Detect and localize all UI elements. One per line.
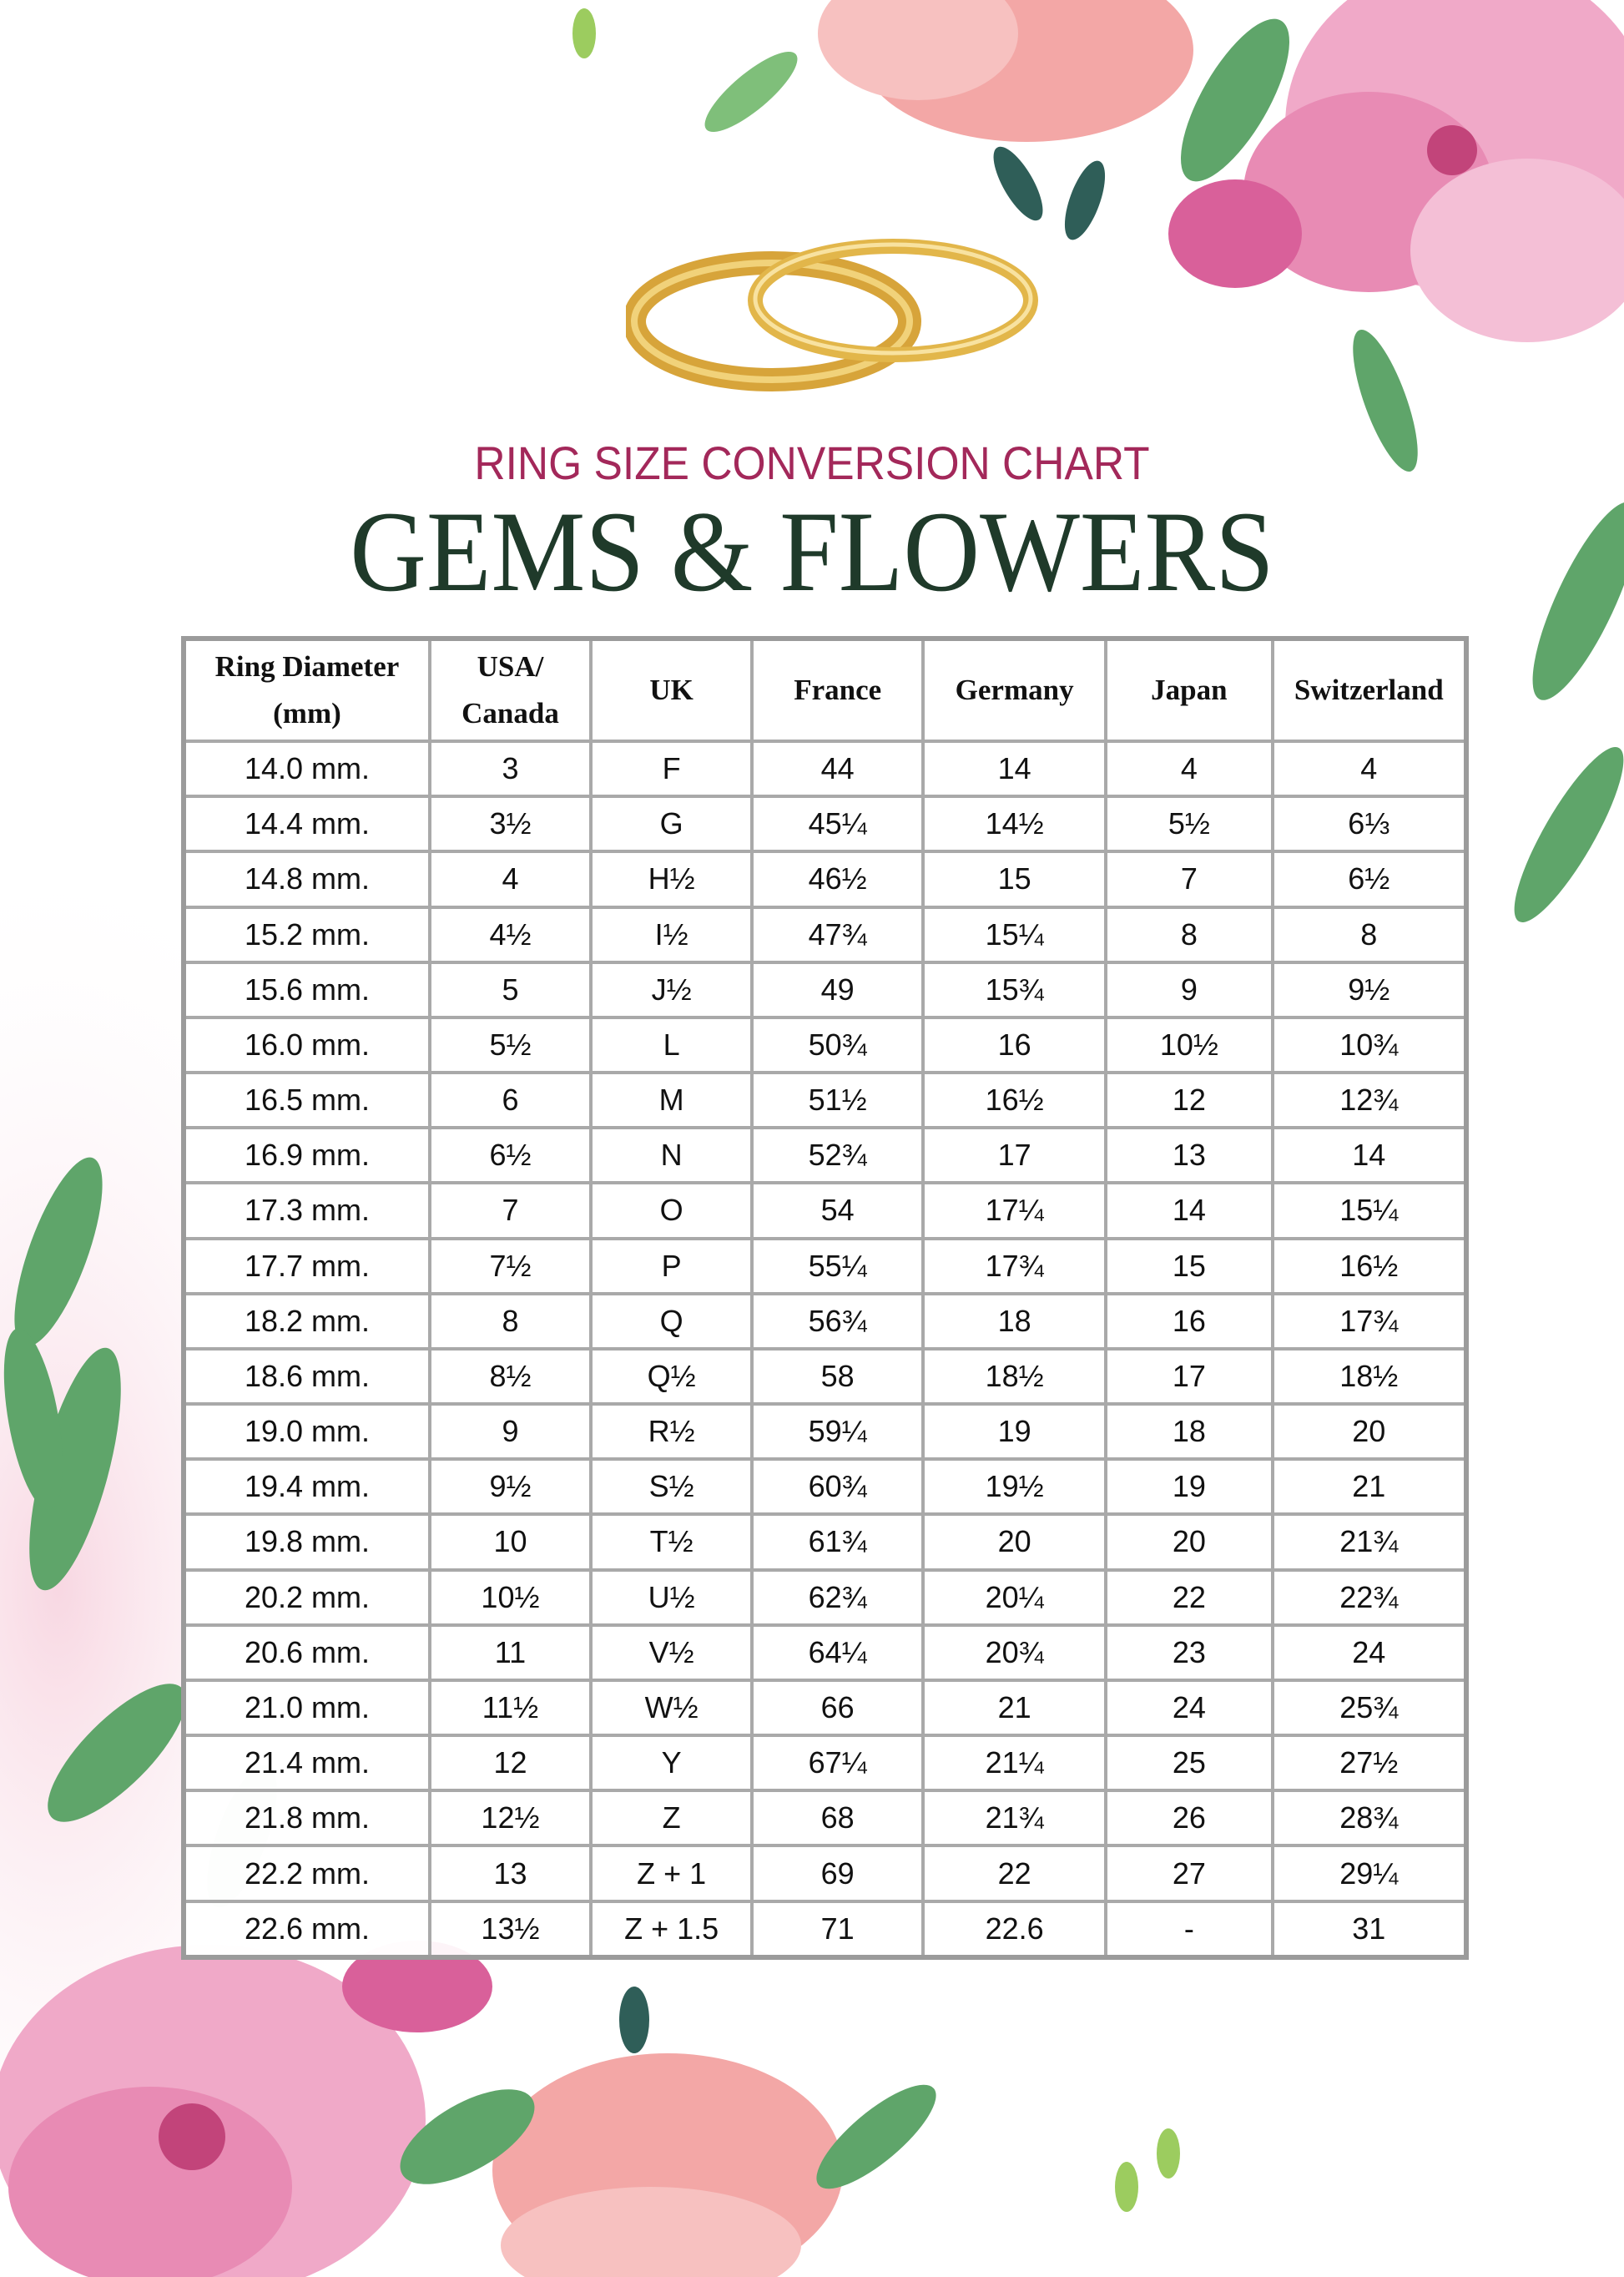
table-cell: 16.0 mm. xyxy=(184,1017,430,1073)
table-cell: 60¾ xyxy=(752,1459,923,1514)
table-row xyxy=(184,1183,1466,1238)
table-cell: 3 xyxy=(430,741,591,796)
table-row xyxy=(184,1239,1466,1294)
table-cell: 4½ xyxy=(430,907,591,962)
table-cell: 22.2 mm. xyxy=(184,1845,430,1901)
table-cell: 11 xyxy=(430,1625,591,1680)
table-cell: 21¾ xyxy=(923,1790,1106,1845)
table-cell: 10½ xyxy=(430,1570,591,1625)
table-body xyxy=(184,741,1466,1957)
table-cell: 19.8 mm. xyxy=(184,1514,430,1569)
table-row xyxy=(184,1459,1466,1514)
brand-title: GEMS & FLOWERS xyxy=(350,487,1274,615)
table-cell: 24 xyxy=(1106,1680,1272,1735)
table-cell: 52¾ xyxy=(752,1128,923,1183)
table-cell: 64¼ xyxy=(752,1625,923,1680)
column-header: Japan xyxy=(1106,639,1272,741)
table-cell: 50¾ xyxy=(752,1017,923,1073)
table-row xyxy=(184,741,1466,796)
column-header: UK xyxy=(591,639,752,741)
column-header: Ring Diameter (mm) xyxy=(184,639,430,741)
table-row xyxy=(184,1735,1466,1790)
table-cell: 20 xyxy=(923,1514,1106,1569)
table-cell: 66 xyxy=(752,1680,923,1735)
table-row xyxy=(184,1073,1466,1128)
table-row xyxy=(184,1790,1466,1845)
table-cell: 20.6 mm. xyxy=(184,1625,430,1680)
table-cell: 18 xyxy=(1106,1404,1272,1459)
table-row xyxy=(184,1625,1466,1680)
table-cell: 18 xyxy=(923,1294,1106,1349)
table-cell: H½ xyxy=(591,851,752,906)
table-cell: 10 xyxy=(430,1514,591,1569)
table-cell: 19 xyxy=(1106,1459,1272,1514)
table-row xyxy=(184,1128,1466,1183)
table-cell: 51½ xyxy=(752,1073,923,1128)
table-cell: 4 xyxy=(1106,741,1272,796)
table-cell: 59¼ xyxy=(752,1404,923,1459)
table-cell: 7 xyxy=(430,1183,591,1238)
table-cell: 8½ xyxy=(430,1349,591,1404)
table-cell: 12 xyxy=(430,1735,591,1790)
table-cell: 15.6 mm. xyxy=(184,962,430,1017)
table-cell: 16.5 mm. xyxy=(184,1073,430,1128)
table-cell: 9½ xyxy=(1273,962,1466,1017)
table-cell: 14 xyxy=(923,741,1106,796)
table-cell: 13 xyxy=(1106,1128,1272,1183)
table-cell: 17 xyxy=(923,1128,1106,1183)
table-cell: 26 xyxy=(1106,1790,1272,1845)
table-row xyxy=(184,1404,1466,1459)
flower-bottom xyxy=(0,1941,1180,2277)
table-cell: Z xyxy=(591,1790,752,1845)
table-cell: 15¼ xyxy=(923,907,1106,962)
table-row xyxy=(184,1680,1466,1735)
table-cell: 14.4 mm. xyxy=(184,796,430,851)
table-cell: 58 xyxy=(752,1349,923,1404)
table-cell: 23 xyxy=(1106,1625,1272,1680)
table-row xyxy=(184,1514,1466,1569)
table-cell: 8 xyxy=(1273,907,1466,962)
table-row xyxy=(184,962,1466,1017)
table-row xyxy=(184,907,1466,962)
table-cell: 21.0 mm. xyxy=(184,1680,430,1735)
table-cell: 27 xyxy=(1106,1845,1272,1901)
table-cell: 16 xyxy=(1106,1294,1272,1349)
table-cell: 11½ xyxy=(430,1680,591,1735)
table-cell: 61¾ xyxy=(752,1514,923,1569)
table-cell: 12¾ xyxy=(1273,1073,1466,1128)
table-cell: N xyxy=(591,1128,752,1183)
table-row xyxy=(184,1845,1466,1901)
table-cell: 54 xyxy=(752,1183,923,1238)
table-row xyxy=(184,1017,1466,1073)
table-cell: 67¼ xyxy=(752,1735,923,1790)
table-cell: F xyxy=(591,741,752,796)
table-cell: 17¾ xyxy=(923,1239,1106,1294)
table-cell: 21.8 mm. xyxy=(184,1790,430,1845)
column-header: Germany xyxy=(923,639,1106,741)
table-cell: 24 xyxy=(1273,1625,1466,1680)
table-cell: 9½ xyxy=(430,1459,591,1514)
table-cell: M xyxy=(591,1073,752,1128)
table-cell: 16 xyxy=(923,1017,1106,1073)
table-cell: 9 xyxy=(1106,962,1272,1017)
table-cell: 22 xyxy=(1106,1570,1272,1625)
table-row xyxy=(184,1294,1466,1349)
table-row xyxy=(184,1901,1466,1957)
table-cell: 7½ xyxy=(430,1239,591,1294)
table-cell: 28¾ xyxy=(1273,1790,1466,1845)
table-cell: 5 xyxy=(430,962,591,1017)
table-cell: 68 xyxy=(752,1790,923,1845)
table-cell: 5½ xyxy=(430,1017,591,1073)
table-cell: 6 xyxy=(430,1073,591,1128)
table-cell: 21¾ xyxy=(1273,1514,1466,1569)
table-cell: 18½ xyxy=(923,1349,1106,1404)
table-row xyxy=(184,1570,1466,1625)
table-cell: 4 xyxy=(430,851,591,906)
table-cell: I½ xyxy=(591,907,752,962)
table-cell: 21 xyxy=(923,1680,1106,1735)
table-cell: 15¼ xyxy=(1273,1183,1466,1238)
table-cell: 17.7 mm. xyxy=(184,1239,430,1294)
table-cell: - xyxy=(1106,1901,1272,1957)
table-cell: 4 xyxy=(1273,741,1466,796)
table-cell: 14½ xyxy=(923,796,1106,851)
table-row xyxy=(184,1349,1466,1404)
table-cell: 14.0 mm. xyxy=(184,741,430,796)
table-cell: Q xyxy=(591,1294,752,1349)
table-cell: T½ xyxy=(591,1514,752,1569)
table-cell: G xyxy=(591,796,752,851)
table-cell: 21.4 mm. xyxy=(184,1735,430,1790)
table-cell: 15 xyxy=(923,851,1106,906)
table-cell: 25 xyxy=(1106,1735,1272,1790)
table-cell: 18½ xyxy=(1273,1349,1466,1404)
chart-subtitle: RING SIZE CONVERSION CHART xyxy=(474,437,1150,489)
table-cell: 25¾ xyxy=(1273,1680,1466,1735)
table-cell: P xyxy=(591,1239,752,1294)
table-cell: 47¾ xyxy=(752,907,923,962)
table-header-row xyxy=(184,639,1466,741)
table-cell: 19½ xyxy=(923,1459,1106,1514)
table-row xyxy=(184,796,1466,851)
table-cell: R½ xyxy=(591,1404,752,1459)
table-cell: Z + 1.5 xyxy=(591,1901,752,1957)
table-cell: 19.4 mm. xyxy=(184,1459,430,1514)
table-cell: 15 xyxy=(1106,1239,1272,1294)
table-cell: 22.6 mm. xyxy=(184,1901,430,1957)
table-cell: 27½ xyxy=(1273,1735,1466,1790)
table-cell: 16½ xyxy=(1273,1239,1466,1294)
table-cell: 8 xyxy=(1106,907,1272,962)
table-cell: 46½ xyxy=(752,851,923,906)
ring-size-table xyxy=(181,636,1469,1960)
table-cell: 14 xyxy=(1106,1183,1272,1238)
table-cell: 21¼ xyxy=(923,1735,1106,1790)
table-cell: 31 xyxy=(1273,1901,1466,1957)
table-cell: 14.8 mm. xyxy=(184,851,430,906)
table-cell: 17.3 mm. xyxy=(184,1183,430,1238)
table-cell: 6½ xyxy=(430,1128,591,1183)
table-cell: 19 xyxy=(923,1404,1106,1459)
table-cell: 71 xyxy=(752,1901,923,1957)
column-header: USA/ Canada xyxy=(430,639,591,741)
table-cell: 55¼ xyxy=(752,1239,923,1294)
table-cell: 29¼ xyxy=(1273,1845,1466,1901)
table-cell: 18.2 mm. xyxy=(184,1294,430,1349)
table-cell: 22¾ xyxy=(1273,1570,1466,1625)
table-row xyxy=(184,851,1466,906)
table-cell: 16.9 mm. xyxy=(184,1128,430,1183)
table-cell: 22 xyxy=(923,1845,1106,1901)
table-cell: 14 xyxy=(1273,1128,1466,1183)
table-cell: 20.2 mm. xyxy=(184,1570,430,1625)
table-cell: 10½ xyxy=(1106,1017,1272,1073)
table-cell: Z + 1 xyxy=(591,1845,752,1901)
table-cell: U½ xyxy=(591,1570,752,1625)
table-cell: 20¾ xyxy=(923,1625,1106,1680)
table-cell: 19.0 mm. xyxy=(184,1404,430,1459)
table-cell: 16½ xyxy=(923,1073,1106,1128)
table-cell: 44 xyxy=(752,741,923,796)
table-cell: 13½ xyxy=(430,1901,591,1957)
table-cell: 13 xyxy=(430,1845,591,1901)
table-cell: 7 xyxy=(1106,851,1272,906)
table-cell: V½ xyxy=(591,1625,752,1680)
table-cell: 20¼ xyxy=(923,1570,1106,1625)
table-cell: 6½ xyxy=(1273,851,1466,906)
table-cell: 9 xyxy=(430,1404,591,1459)
table-cell: 6⅓ xyxy=(1273,796,1466,851)
table-cell: 5½ xyxy=(1106,796,1272,851)
table-cell: 21 xyxy=(1273,1459,1466,1514)
table-cell: 20 xyxy=(1273,1404,1466,1459)
table-cell: 45¼ xyxy=(752,796,923,851)
table-cell: 12½ xyxy=(430,1790,591,1845)
table-cell: 12 xyxy=(1106,1073,1272,1128)
table-cell: 20 xyxy=(1106,1514,1272,1569)
table-cell: 49 xyxy=(752,962,923,1017)
table-cell: 18.6 mm. xyxy=(184,1349,430,1404)
table-cell: L xyxy=(591,1017,752,1073)
table-cell: S½ xyxy=(591,1459,752,1514)
table-cell: 62¾ xyxy=(752,1570,923,1625)
column-header: France xyxy=(752,639,923,741)
table-cell: 17 xyxy=(1106,1349,1272,1404)
table-cell: 56¾ xyxy=(752,1294,923,1349)
table-cell: 15.2 mm. xyxy=(184,907,430,962)
table-cell: W½ xyxy=(591,1680,752,1735)
table-cell: J½ xyxy=(591,962,752,1017)
table-cell: 17¾ xyxy=(1273,1294,1466,1349)
table-cell: Q½ xyxy=(591,1349,752,1404)
table-cell: 3½ xyxy=(430,796,591,851)
wedding-rings-image xyxy=(626,225,1052,392)
table-cell: 8 xyxy=(430,1294,591,1349)
table-cell: Y xyxy=(591,1735,752,1790)
table-cell: 15¾ xyxy=(923,962,1106,1017)
table-cell: 17¼ xyxy=(923,1183,1106,1238)
column-header: Switzerland xyxy=(1273,639,1466,741)
table-cell: O xyxy=(591,1183,752,1238)
table-cell: 22.6 xyxy=(923,1901,1106,1957)
table-cell: 10¾ xyxy=(1273,1017,1466,1073)
table-cell: 69 xyxy=(752,1845,923,1901)
